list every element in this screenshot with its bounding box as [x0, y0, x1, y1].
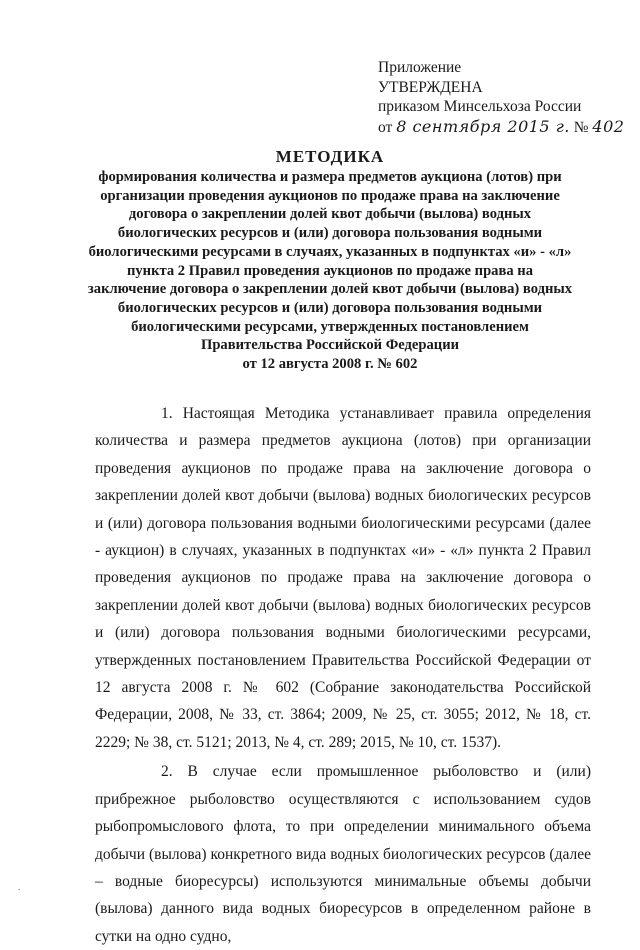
approval-appendix-label: Приложение	[378, 59, 462, 76]
subtitle-line: организации проведения аукционов по продаже права на заключение	[100, 187, 560, 204]
approval-stamp-block	[378, 58, 628, 137]
document-body	[95, 400, 591, 950]
subtitle-line: заключение договора о закреплении долей квот добычи (вылова) водных	[87, 281, 573, 298]
subtitle-line: от 12 августа 2008 г. № 602	[242, 356, 418, 373]
subtitle-line: Правительства Российской Федерации	[200, 337, 460, 354]
approval-approved-label: УТВЕРЖДЕНА	[378, 78, 483, 96]
subtitle-line: формирования количества и размера предметов аукциона (лотов) при	[98, 169, 562, 185]
subtitle-line: договора о закреплении долей квот добычи (вылова) водных	[128, 206, 532, 223]
approval-date-line	[378, 117, 628, 138]
subtitle-line: биологическими ресурсами в случаях, указанных в подпунктах «и» - «л»	[88, 243, 572, 260]
document-title: МЕТОДИКА	[275, 147, 385, 166]
subtitle-line: пункта 2 Правил проведения аукционов по продаже права на	[126, 262, 534, 279]
approval-order-label: приказом Минсельхоза России	[378, 98, 582, 115]
margin-mark: .	[18, 882, 21, 892]
approval-date-prefix: от	[378, 118, 393, 136]
document-heading	[82, 146, 578, 374]
document-subtitle	[82, 168, 578, 374]
subtitle-line: биологическими ресурсами, утвержденных постановлением	[131, 318, 529, 335]
approval-number-prefix: №	[573, 118, 589, 136]
approval-handwritten-date: 8 сентября 2015 г.	[396, 116, 570, 136]
approval-handwritten-number: 402	[592, 116, 625, 136]
subtitle-line: биологических ресурсов и (или) договора пользования водными	[117, 225, 543, 242]
subtitle-line: биологических ресурсов и (или) договора пользования водными	[117, 299, 543, 316]
paragraph-2: 2. В случае если промышленное рыболовство и (или) прибрежное рыболовство осуществляются с использованием судов рыбопромыслового флота, то при определении минимального объема добычи (вылова) конкретного вида водных биологических ресурсов (далее – водные биоресурсы) используются минимальные объемы добычи (вылова) данного вида водных биоресурсов в определенном районе в сутки на одно судно,	[95, 763, 591, 945]
paragraph-1: 1. Настоящая Методика устанавливает правила определения количества и размера предметов аукциона (лотов) при организации проведения аукционов по продаже права на заключение договора о закреплении долей квот добычи (вылова) водных биологических ресурсов и (или) договора пользования водными биологическими ресурсами (далее - аукцион) в случаях, указанных в подпунктах «и» - «л» пункта 2 Правил проведения аукционов по продаже права на заключение договора о закреплении долей квот добычи (вылова) водных биологических ресурсов и (или) договора пользования водными биологическими ресурсами, утвержденных постановлением Правительства Российской Федерации от 12 августа 2008 г. № 602 (Собрание законодательства Российской Федерации, 2008, № 33, ст. 3864; 2009, № 25, ст. 3055; 2012, № 18, ст. 2229; № 38, ст. 5121; 2013, № 4, ст. 289; 2015, № 10, ст. 1537).	[95, 405, 591, 751]
